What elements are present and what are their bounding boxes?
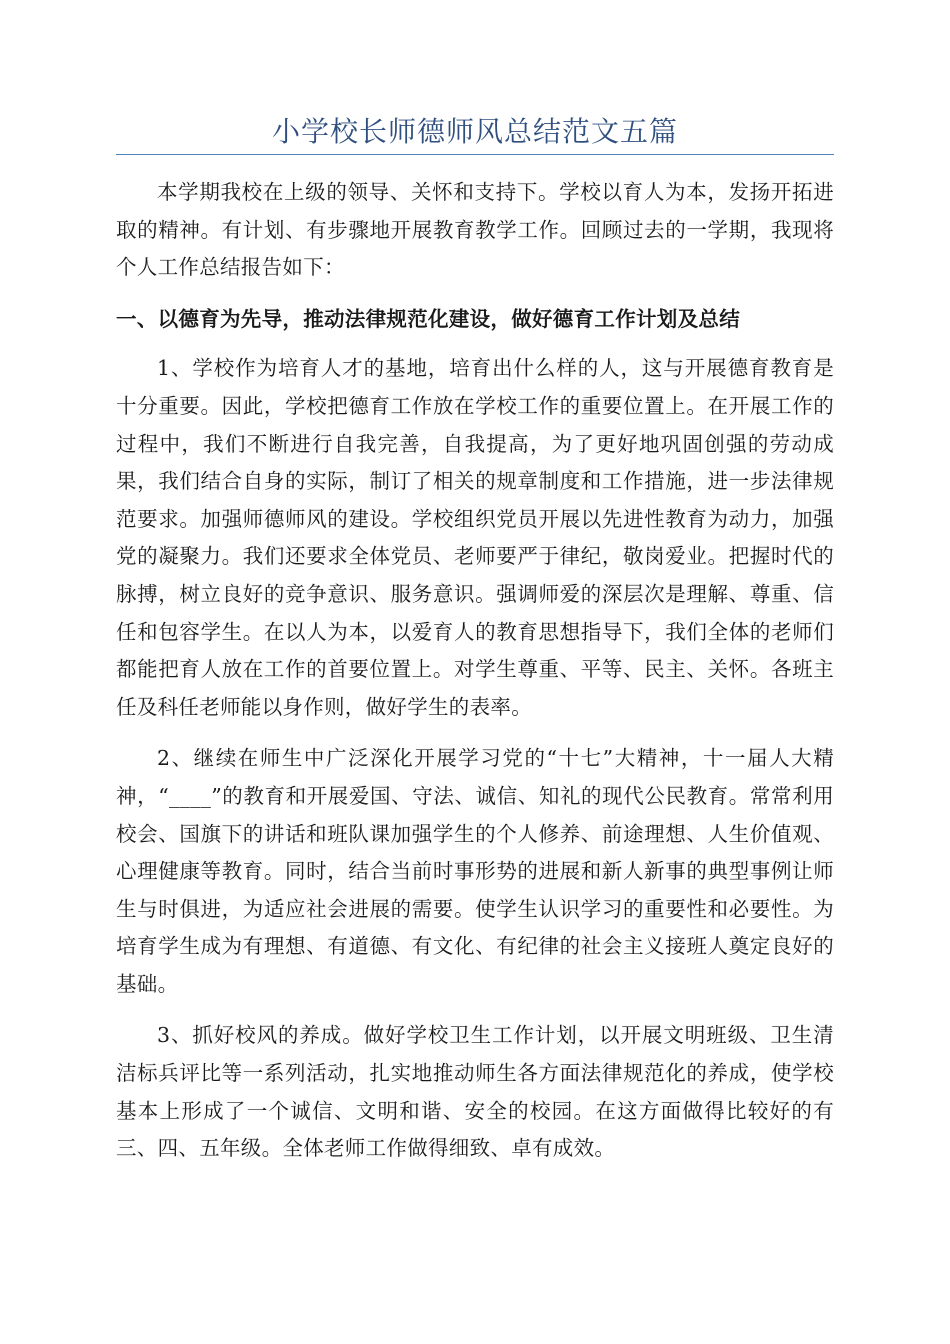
title-underline bbox=[116, 154, 834, 155]
document-body bbox=[116, 174, 834, 1182]
section-heading: 一、以德育为先导，推动法律规范化建设，做好德育工作计划及总结 bbox=[116, 306, 740, 331]
body-paragraph-3: 3、抓好校风的养成。做好学校卫生工作计划，以开展文明班级、卫生清洁标兵评比等一系列活动，扎实地推动师生各方面法律规范化的养成，使学校基本上形成了一个诚信、文明和谐、安全的校园。在这方面做得比较好的有三、四、五年级。全体老师工作做得细致、卓有成效。 bbox=[116, 1023, 834, 1161]
body-paragraph-2: 2、继续在师生中广泛深化开展学习党的“十七”大精神，十一届人大精神，“____”的教育和开展爱国、守法、诚信、知礼的现代公民教育。常常利用校会、国旗下的讲话和班队课加强学生的个人修养、前途理想、人生价值观、心理健康等教育。同时，结合当前时事形势的进展和新人新事的典型事例让师生与时俱进，为适应社会进展的需要。使学生认识学习的重要性和必要性。为培育学生成为有理想、有道德、有文化、有纪律的社会主义接班人奠定良好的基础。 bbox=[116, 746, 834, 996]
intro-paragraph: 本学期我校在上级的领导、关怀和支持下。学校以育人为本，发扬开拓进取的精神。有计划、有步骤地开展教育教学工作。回顾过去的一学期，我现将个人工作总结报告如下： bbox=[116, 180, 834, 280]
document-title: 小学校长师德师风总结范文五篇 bbox=[271, 115, 678, 148]
body-paragraph-1: 1、学校作为培育人才的基地，培育出什么样的人，这与开展德育教育是十分重要。因此，学校把德育工作放在学校工作的重要位置上。在开展工作的过程中，我们不断进行自我完善，自我提高，为了更好地巩固创强的劳动成果，我们结合自身的实际，制订了相关的规章制度和工作措施，进一步法律规范要求。加强师德师风的建设。学校组织党员开展以先进性教育为动力，加强党的凝聚力。我们还要求全体党员、老师要严于律纪，敬岗爱业。把握时代的脉搏，树立良好的竞争意识、服务意识。强调师爱的深层次是理解、尊重、信任和包容学生。在以人为本，以爱育人的教育思想指导下，我们全体的老师们都能把育人放在工作的首要位置上。对学生尊重、平等、民主、关怀。各班主任及科任老师能以身作则，做好学生的表率。 bbox=[116, 356, 834, 719]
